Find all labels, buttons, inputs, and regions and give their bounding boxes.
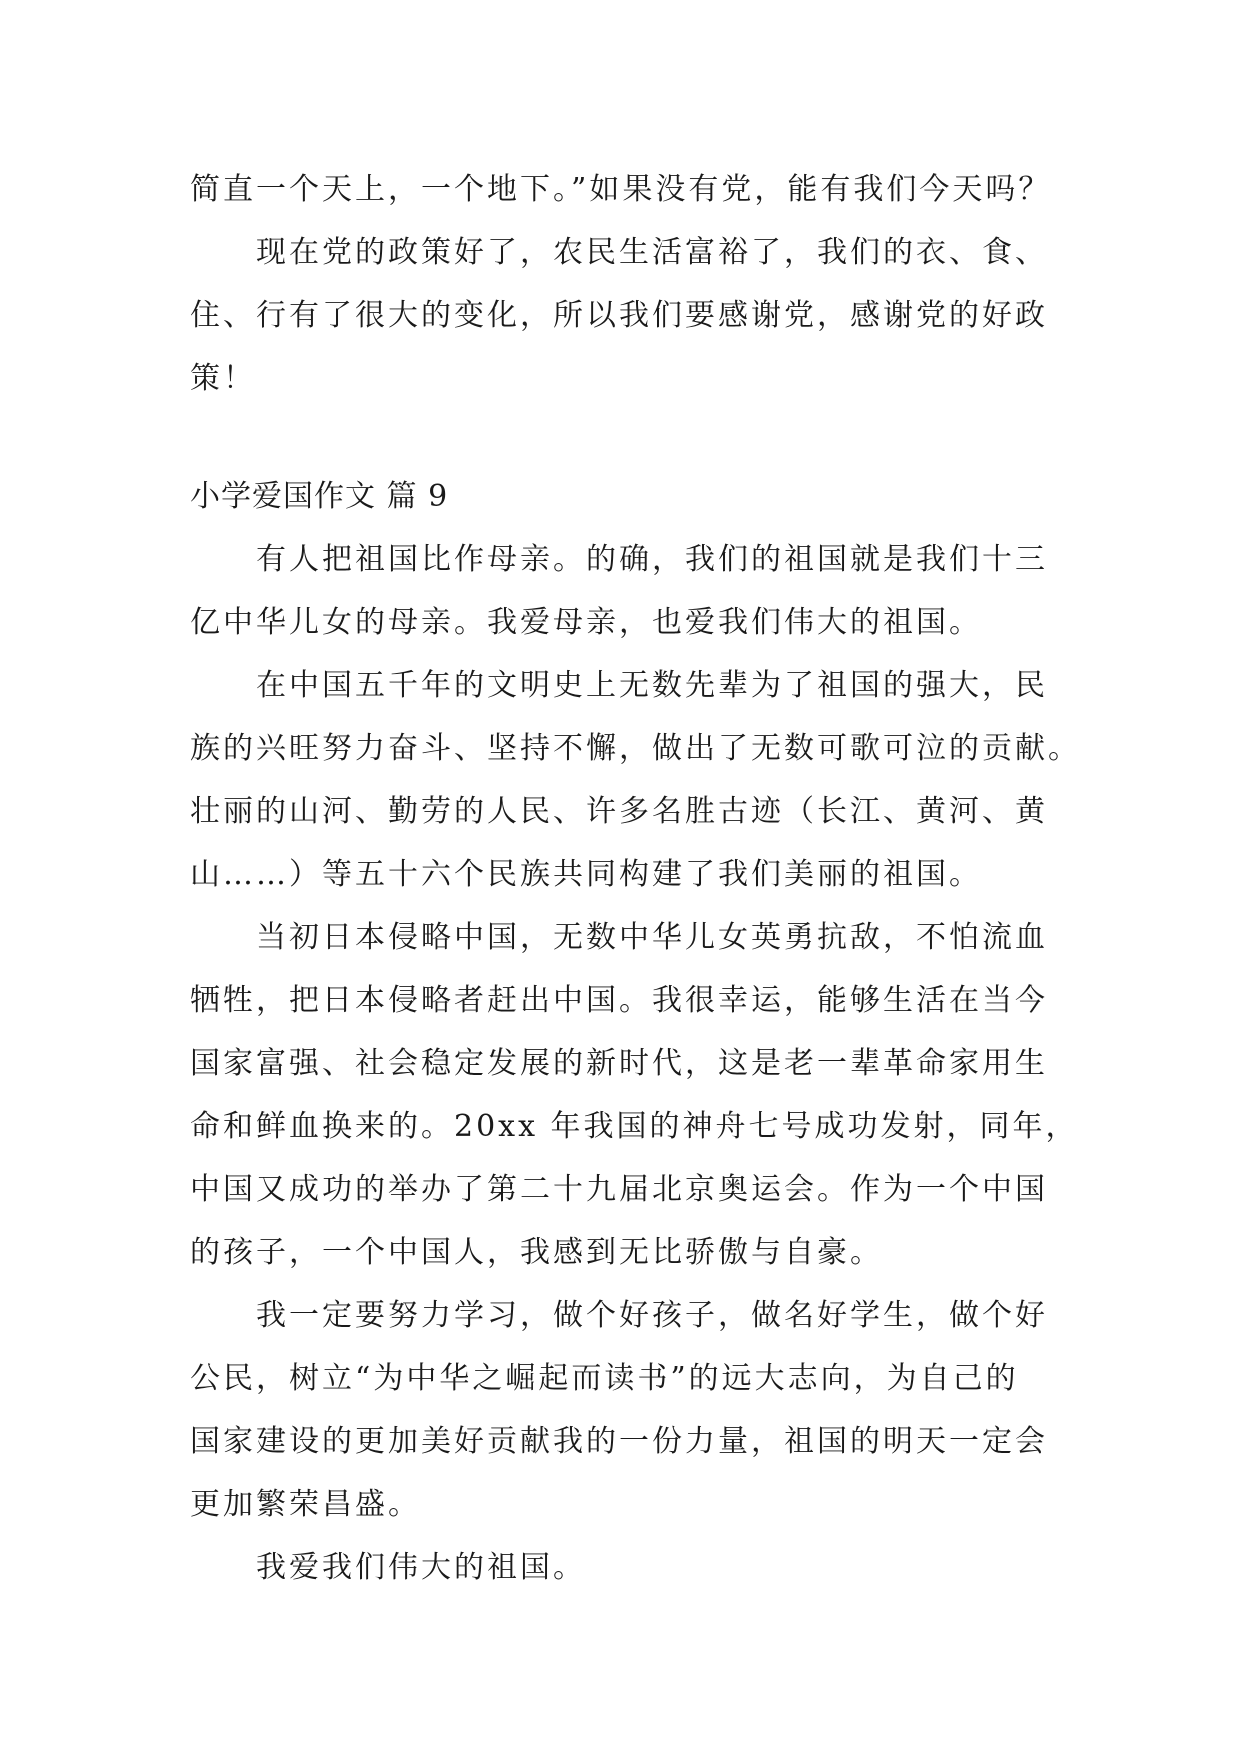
paragraph-line: 命和鲜血换来的。20xx 年我国的神舟七号成功发射，同年， xyxy=(190,1109,1079,1144)
paragraph-line: 有人把祖国比作母亲。的确，我们的祖国就是我们十三 xyxy=(256,542,1048,577)
paragraph-line: 牺牲，把日本侵略者赶出中国。我很幸运，能够生活在当今 xyxy=(190,983,1048,1018)
paragraph-line: 公民，树立“为中华之崛起而读书”的远大志向，为自己的 xyxy=(190,1361,1019,1396)
section-spacer xyxy=(190,410,1070,465)
paragraph-line: 族的兴旺努力奋斗、坚持不懈，做出了无数可歌可泣的贡献。 xyxy=(190,731,1081,766)
paragraph-line: 现在党的政策好了，农民生活富裕了，我们的衣、食、 xyxy=(256,235,1048,270)
paragraph-line: 当初日本侵略中国，无数中华儿女英勇抗敌，不怕流血 xyxy=(256,920,1048,955)
paragraph-line: 国家富强、社会稳定发展的新时代，这是老一辈革命家用生 xyxy=(190,1046,1048,1081)
paragraph-line: 壮丽的山河、勤劳的人民、许多名胜古迹（长江、黄河、黄 xyxy=(190,794,1048,829)
paragraph-line: 策！ xyxy=(190,361,256,396)
continuation-line: 简直一个天上，一个地下。”如果没有党，能有我们今天吗？ xyxy=(190,172,1052,207)
paragraph-line: 中国又成功的举办了第二十九届北京奥运会。作为一个中国 xyxy=(190,1172,1048,1207)
paragraph-line: 住、行有了很大的变化，所以我们要感谢党，感谢党的好政 xyxy=(190,298,1048,333)
paragraph-line: 亿中华儿女的母亲。我爱母亲，也爱我们伟大的祖国。 xyxy=(190,605,982,640)
paragraph-line: 我一定要努力学习，做个好孩子，做名好学生，做个好 xyxy=(256,1298,1048,1333)
paragraph-line: 的孩子，一个中国人，我感到无比骄傲与自豪。 xyxy=(190,1235,883,1270)
section-heading: 小学爱国作文 篇 9 xyxy=(190,479,449,514)
paragraph-line: 国家建设的更加美好贡献我的一份力量，祖国的明天一定会 xyxy=(190,1424,1048,1459)
paragraph-line: 在中国五千年的文明史上无数先辈为了祖国的强大，民 xyxy=(256,668,1048,703)
paragraph-line: 我爱我们伟大的祖国。 xyxy=(256,1550,586,1585)
document-body xyxy=(190,158,1081,1599)
paragraph-line: 更加繁荣昌盛。 xyxy=(190,1487,421,1522)
paragraph-line: 山……）等五十六个民族共同构建了我们美丽的祖国。 xyxy=(190,857,982,892)
